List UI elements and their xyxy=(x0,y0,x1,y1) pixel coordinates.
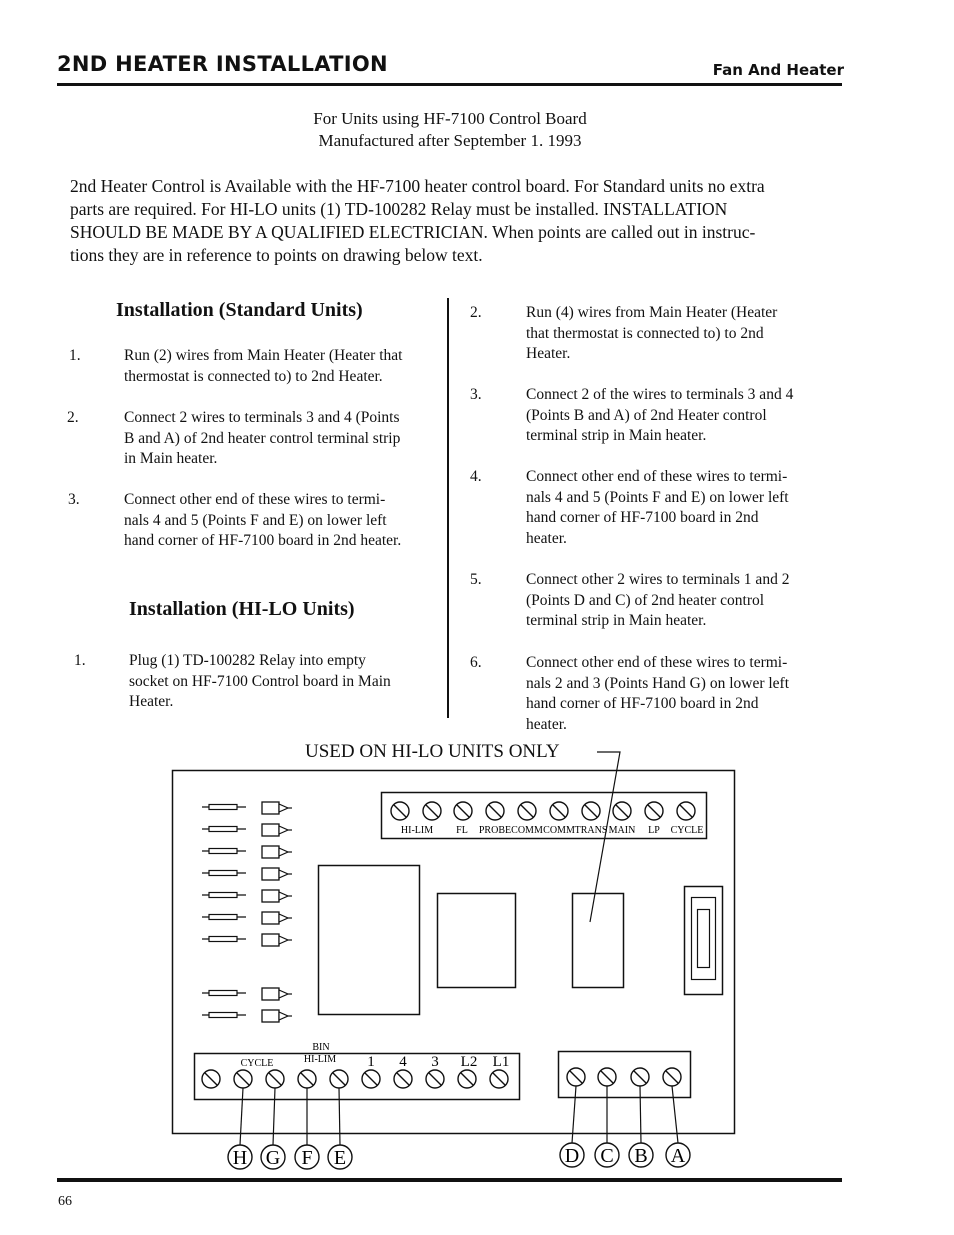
step-number: 2. xyxy=(67,409,79,426)
left-connectors xyxy=(202,802,292,1022)
top-screws xyxy=(391,802,695,820)
step-number: 3. xyxy=(68,491,80,508)
footer-rule xyxy=(57,1178,842,1182)
point-label: B xyxy=(634,1145,648,1167)
point-markers xyxy=(228,1086,690,1169)
step-line: Connect other end of these wires to termi- xyxy=(124,491,386,508)
step-line: Connect other end of these wires to termi- xyxy=(526,654,788,671)
header-rule xyxy=(57,83,842,86)
hilo-step-2 xyxy=(470,303,830,366)
terminal-screw xyxy=(631,1068,649,1086)
top-terminal-label: COMM xyxy=(511,825,543,836)
label-bin: BIN xyxy=(312,1042,330,1053)
page-title: 2ND HEATER INSTALLATION xyxy=(57,52,388,76)
intro-line-1: For Units using HF-7100 Control Board xyxy=(313,109,587,128)
pin-connector xyxy=(202,988,292,1000)
pin-connector xyxy=(202,934,292,946)
top-terminal-label: FL xyxy=(456,825,468,836)
label-l1: L1 xyxy=(492,1054,510,1070)
point-label: C xyxy=(600,1145,614,1167)
fuse-holder xyxy=(685,887,723,995)
standard-step-2 xyxy=(67,408,439,471)
terminal-screw xyxy=(567,1068,585,1086)
terminal-screw xyxy=(330,1070,348,1088)
step-line: heater. xyxy=(526,716,567,734)
top-terminal-label: PROBE xyxy=(478,825,512,836)
step-line: Heater. xyxy=(129,693,174,711)
pin-connector xyxy=(202,1010,292,1022)
para-line: SHOULD BE MADE BY A QUALIFIED ELECTRICIAN. When points are called out in instruc- xyxy=(70,222,756,242)
pin-connector xyxy=(202,824,292,836)
pin-connector xyxy=(202,890,292,902)
transformer-block xyxy=(319,866,420,1015)
heading-hilo-units: Installation (HI-LO Units) xyxy=(129,598,355,620)
terminal-screw xyxy=(266,1070,284,1088)
step-line: Run (2) wires from Main Heater (Heater that xyxy=(124,347,403,364)
intro-line-2: Manufactured after September 1. 1993 xyxy=(318,131,582,150)
terminal-screw xyxy=(391,802,409,820)
step-line: heater. xyxy=(526,530,567,548)
step-line: terminal strip in Main heater. xyxy=(526,427,707,445)
terminal-screw xyxy=(423,802,441,820)
step-line: thermostat is connected to) to 2nd Heater. xyxy=(124,367,383,385)
step-line: terminal strip in Main heater. xyxy=(526,612,707,630)
point-label: D xyxy=(564,1145,580,1167)
terminal-screw xyxy=(663,1068,681,1086)
step-line: hand corner of HF-7100 board in 2nd heater. xyxy=(124,532,402,550)
top-terminal-label: MAIN xyxy=(608,825,636,836)
column-divider xyxy=(447,298,449,718)
callout-label: USED ON HI-LO UNITS ONLY xyxy=(305,741,560,762)
terminal-screw xyxy=(426,1070,444,1088)
para-line: tions they are in reference to points on drawing below text. xyxy=(70,245,483,265)
step-line: Plug (1) TD-100282 Relay into empty xyxy=(129,652,366,669)
terminal-screw xyxy=(490,1070,508,1088)
step-line: hand corner of HF-7100 board in 2nd xyxy=(526,509,759,527)
control-chip xyxy=(438,894,516,988)
terminal-screw xyxy=(458,1070,476,1088)
bottom-screws xyxy=(202,1070,508,1088)
terminal-screw xyxy=(645,802,663,820)
standard-step-1 xyxy=(69,346,439,388)
page-number: 66 xyxy=(58,1194,72,1209)
step-number: 2. xyxy=(470,304,482,321)
label-1: 1 xyxy=(367,1054,375,1070)
terminal-screw xyxy=(298,1070,316,1088)
step-line: Heater. xyxy=(526,345,571,363)
step-line: Run (4) wires from Main Heater (Heater xyxy=(526,304,778,321)
terminal-screw xyxy=(394,1070,412,1088)
step-line: hand corner of HF-7100 board in 2nd xyxy=(526,695,759,713)
point-label: H xyxy=(232,1147,248,1169)
point-label: G xyxy=(265,1147,281,1169)
intro xyxy=(0,108,900,152)
point-label: F xyxy=(301,1147,313,1169)
terminal-screw xyxy=(362,1070,380,1088)
terminal-screw xyxy=(550,802,568,820)
top-terminal-label: TRANS xyxy=(574,825,608,836)
terminal-screw xyxy=(598,1068,616,1086)
board-diagram xyxy=(0,740,954,1180)
step-line: Connect 2 of the wires to terminals 3 and 4 xyxy=(526,386,794,403)
terminal-screw xyxy=(677,802,695,820)
top-terminal-label: HI-LIM xyxy=(400,825,434,836)
step-number: 4. xyxy=(470,468,482,485)
step-number: 1. xyxy=(69,347,81,364)
pin-connector xyxy=(202,912,292,924)
hilo-step-4 xyxy=(470,467,830,551)
step-line: (Points B and A) of 2nd Heater control xyxy=(526,406,767,424)
terminal-screw xyxy=(486,802,504,820)
top-terminal-labels xyxy=(401,825,704,836)
section-label: Fan And Heater xyxy=(712,61,844,79)
step-line: nals 2 and 3 (Points Hand G) on lower left xyxy=(526,674,790,692)
top-terminal-label: LP xyxy=(648,825,660,836)
step-line: (Points D and C) of 2nd heater control xyxy=(526,591,765,609)
step-number: 6. xyxy=(470,654,482,671)
step-line: nals 4 and 5 (Points F and E) on lower left xyxy=(124,511,387,529)
step-line: Connect other 2 wires to terminals 1 and 2 xyxy=(526,571,790,588)
pin-connector xyxy=(202,846,292,858)
pin-connector xyxy=(202,868,292,880)
top-terminal-label: COMM xyxy=(543,825,575,836)
step-line: in Main heater. xyxy=(124,450,218,468)
label-3: 3 xyxy=(431,1054,439,1070)
step-number: 1. xyxy=(74,652,86,669)
callout-leader xyxy=(590,752,620,922)
description-paragraph xyxy=(70,175,840,267)
terminal-screw xyxy=(582,802,600,820)
terminal-screw xyxy=(518,802,536,820)
label-hilim: HI-LIM xyxy=(303,1054,337,1065)
label-cycle: CYCLE xyxy=(240,1058,274,1069)
right-screws xyxy=(567,1068,681,1086)
step-line: nals 4 and 5 (Points F and E) on lower left xyxy=(526,488,789,506)
terminal-screw xyxy=(613,802,631,820)
hilo-step-6 xyxy=(470,653,830,737)
terminal-screw xyxy=(202,1070,220,1088)
fuse-element xyxy=(698,910,710,968)
point-label: E xyxy=(333,1147,347,1169)
para-line: parts are required. For HI-LO units (1) TD-100282 Relay must be installed. INSTALLATION xyxy=(70,199,728,219)
step-line: B and A) of 2nd heater control terminal strip xyxy=(124,429,401,447)
label-l2: L2 xyxy=(460,1054,478,1070)
step-number: 5. xyxy=(470,571,482,588)
terminal-screw xyxy=(454,802,472,820)
step-line: Connect other end of these wires to termi- xyxy=(526,468,788,485)
relay-socket xyxy=(573,894,624,988)
step-line: socket on HF-7100 Control board in Main xyxy=(129,672,391,690)
hilo-step-1 xyxy=(74,651,439,714)
step-line: Connect 2 wires to terminals 3 and 4 (Points xyxy=(124,409,400,426)
pin-connector xyxy=(202,802,292,814)
step-line: that thermostat is connected to) to 2nd xyxy=(526,324,764,342)
para-line: 2nd Heater Control is Available with the HF-7100 heater control board. For Standard units no extra xyxy=(70,176,765,196)
standard-step-3 xyxy=(68,490,439,553)
step-number: 3. xyxy=(470,386,482,403)
label-4: 4 xyxy=(399,1054,407,1070)
hilo-step-3 xyxy=(470,385,830,448)
hilo-step-5 xyxy=(470,570,830,633)
point-label: A xyxy=(670,1145,686,1167)
terminal-screw xyxy=(234,1070,252,1088)
heading-standard-units: Installation (Standard Units) xyxy=(116,299,363,321)
top-terminal-label: CYCLE xyxy=(670,825,704,836)
